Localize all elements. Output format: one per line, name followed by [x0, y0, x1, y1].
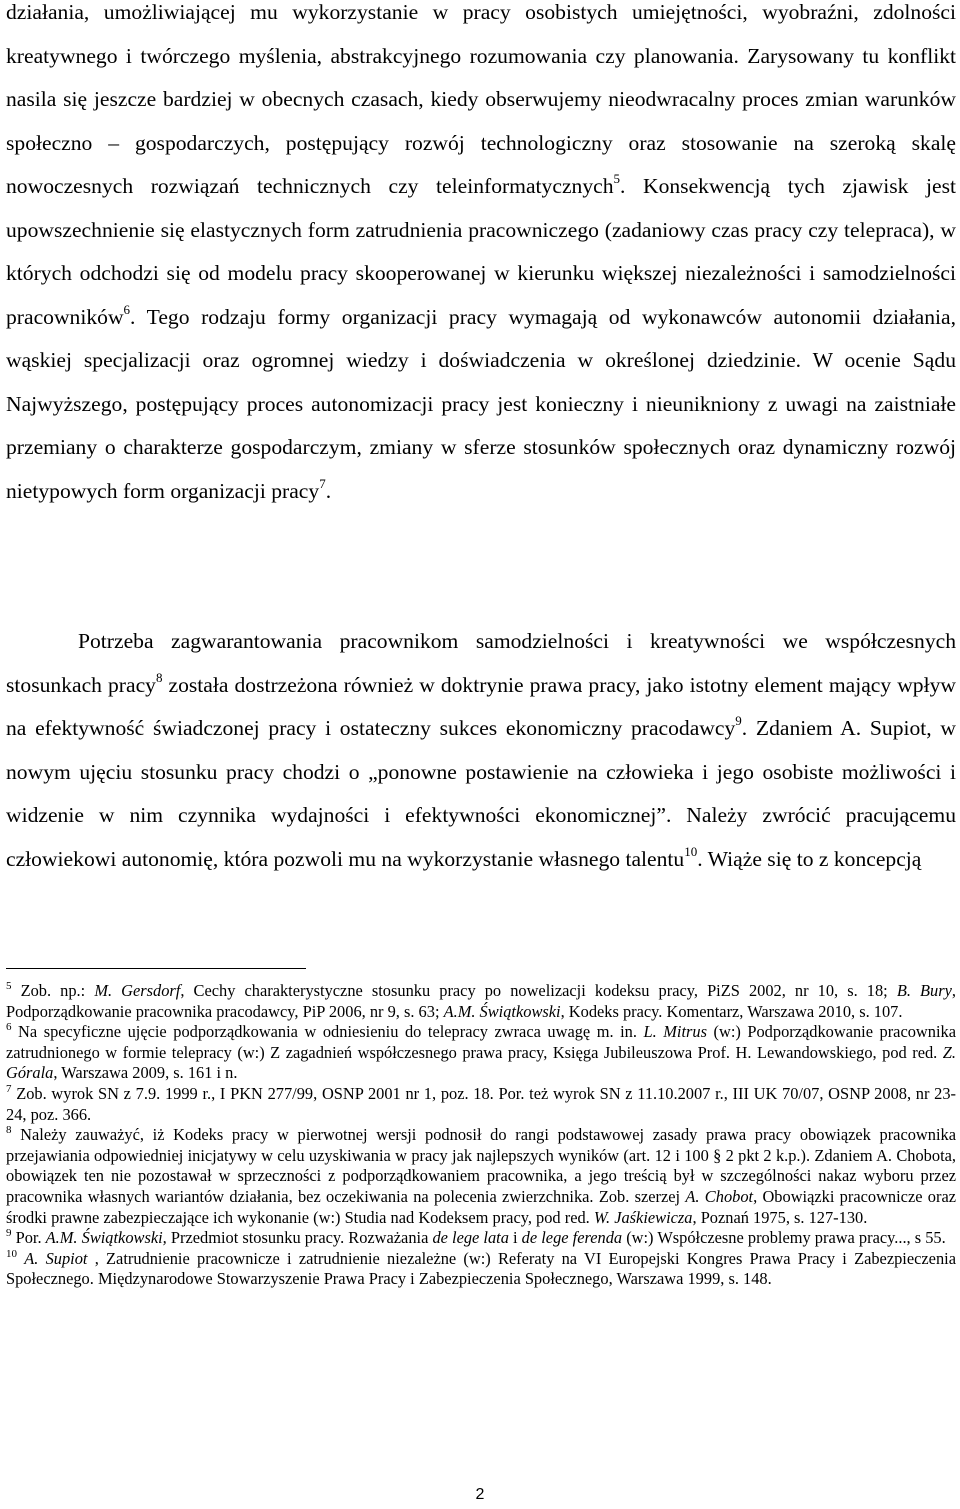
italic-text: M. Gersdorf	[94, 981, 181, 1000]
footnote-reference: 8	[155, 669, 163, 685]
footnote-reference: 9	[735, 713, 742, 728]
page-number: 2	[475, 1486, 485, 1503]
text-run: działania, umożliwiającej mu wykorzystanie w pracy osobistych umiejętności, wyobraźni, zdolności kreatywnego i twórczego myślenia, abstrakcyjnego rozumowania czy planowania. Zarysowany tu konflikt nasila się jeszcze bardziej w obecnych czasach, kiedy obserwujemy nieodwracalny proces zmian warunków społeczno – gospodarczych, postępujący rozwój technologiczny oraz stosowanie na szeroką skalę nowoczesnych rozwiązań technicznych czy teleinformatycznych	[6, 0, 956, 198]
italic-text: A. Chobot	[685, 1186, 754, 1206]
footnote-separator	[6, 968, 306, 969]
text-run: , Poznań 1975, s. 127-130.	[692, 1207, 868, 1227]
italic-text: B. Bury	[896, 981, 952, 1000]
text-run: Należy zauważyć, iż Kodeks pracy w pierwotnej wersji podnosił do rangi podstawowej zasady prawa pracy obowiązek pracownika przejawiania odpowiedniej inicjatywy w celu uzyskiwania w pracy jak najlepszych wyników (art. 12 i 100 § 2 pkt 2 k.p.). Zdaniem A. Chobota, obowiązek ten nie pozostawał w sprzeczności z podporządkowaniem pracownika, a jego treścią był w szczególności nakaz wyboru przez pracownika własnych wariantów działania, bez oczekiwania na polecenia zwierzchnika. Zob. szerzej	[6, 1125, 956, 1206]
footnote-reference: 6	[123, 301, 131, 317]
text-run: , Podporządkowanie pracownika pracodawcy, PiP 2006, nr 9, s. 63;	[6, 981, 956, 1021]
text-run: Na specyficzne ujęcie podporządkowania w odniesieniu do telepracy zwraca uwagę m. in.	[11, 1022, 644, 1042]
footnote-number: 10	[6, 1247, 17, 1260]
text-run: .	[325, 478, 332, 503]
italic-text: L. Mitrus	[643, 1022, 707, 1042]
italic-text: Z. Górala	[6, 1042, 956, 1083]
text-run: , Warszawa 2009, s. 161 i n.	[53, 1063, 238, 1083]
text-run: . Wiąże się to z koncepcją	[697, 846, 922, 871]
text-run: została dostrzeżona również w doktrynie prawa pracy, jako istotny element mający wpływ na efektywność świadczonej pracy i ostateczny sukces ekonomiczny pracodawcy	[6, 672, 956, 740]
footnote-number: 5	[6, 980, 12, 992]
italic-text: A.M. Świątkowski,	[45, 1228, 167, 1248]
text-run: Potrzeba zagwarantowania pracownikom samodzielności i kreatywności we współczesnych stosunkach pracy	[6, 629, 956, 697]
text-run: i	[508, 1228, 522, 1248]
footnote-10	[6, 1249, 956, 1290]
text-run: . Konsekwencją tych zjawisk jest upowszechnienie się elastycznych form zatrudnienia pracowniczego (zadaniowy czas pracy czy telepraca), w których odchodzi się od modelu pracy skooperowanej w kierunku większej niezależności i samodzielności pracowników	[6, 174, 956, 329]
footnote-reference: 7	[319, 475, 326, 491]
body-paragraph-1	[6, 0, 956, 513]
footnote-6	[6, 1022, 956, 1084]
text-run: . Tego rodzaju formy organizacji pracy wymagają od wykonawców autonomii działania, wąskiej specjalizacji oraz ogromnej wiedzy i doświadczenia w określonej dziedzinie. W ocenie Sądu Najwyższego, postępujący proces autonomizacji pracy jest konieczny i nieunikniony z uwagi na zaistniałe przemiany o charakterze gospodarczym, zmiany w sferze stosunków społecznych oraz dynamiczny rozwój nietypowych form organizacji pracy	[6, 304, 956, 503]
text-run: , Zatrudnienie pracownicze i zatrudnienie niezależne (w:) Referaty na VI Europejski Kongres Prawa Pracy i Zabezpieczenia Społecznego. Międzynarodowe Stowarzyszenie Prawa Pracy i Zabezpieczenia Społecznego, Warszawa 1999, s. 148.	[6, 1248, 956, 1289]
footnote-number: 6	[6, 1021, 12, 1034]
footnote-reference: 10	[684, 843, 698, 859]
italic-text: de lege lata	[432, 1228, 509, 1248]
footnote-7	[6, 1084, 956, 1125]
text-run: , Kodeks pracy. Komentarz, Warszawa 2010, s. 107.	[560, 1001, 903, 1021]
italic-text: de lege ferenda	[521, 1228, 623, 1248]
footnotes	[6, 981, 956, 1290]
footnote-9	[6, 1228, 956, 1249]
footnote-5	[6, 981, 956, 1022]
text-run: , Cechy charakterystyczne stosunku pracy po nowelizacji kodeksu pracy, PiZS 2002, nr 10, s. 18;	[180, 981, 897, 1000]
text-run: . Zdaniem A. Supiot, w nowym ujęciu stosunku pracy chodzi o „ponowne postawienie na człowieka i jego osobiste możliwości i widzenie w nim czynnika wydajności i efektywności ekonomicznej”. Należy zwrócić pracującemu człowiekowi autonomię, która pozwoli mu na wykorzystanie własnego talentu	[6, 716, 956, 871]
text-run: (w:) Podporządkowanie pracownika zatrudnionego w formie telepracy (w:) Z zagadnień współczesnego prawa pracy, Księga Jubileuszowa Prof. H. Lewandowskiego, pod red.	[6, 1022, 956, 1062]
text-run: Zob. np.:	[11, 981, 95, 1000]
text-run: (w:) Współczesne problemy prawa pracy..., s 55.	[622, 1228, 946, 1248]
footnote-reference: 5	[613, 171, 621, 186]
text-run: Przedmiot stosunku pracy. Rozważania	[166, 1228, 433, 1248]
body-paragraph-2	[6, 620, 956, 881]
italic-text: A.M. Świątkowski	[443, 1001, 561, 1021]
footnote-number: 9	[6, 1227, 12, 1240]
italic-text: W. Jaśkiewicza	[593, 1207, 693, 1227]
footnote-8	[6, 1125, 956, 1228]
italic-text: A. Supiot	[24, 1248, 88, 1268]
text-run: , Obowiązki pracownicze oraz środki prawne zabezpieczające ich wykonanie (w:) Studia nad Kodeksem pracy, pod red.	[6, 1186, 956, 1227]
text-run: Por.	[11, 1228, 46, 1248]
footnote-number: 8	[6, 1124, 12, 1137]
text-run: Zob. wyrok SN z 7.9. 1999 r., I PKN 277/99, OSNP 2001 nr 1, poz. 18. Por. też wyrok SN z 11.10.2007 r., III UK 70/07, OSNP 2008, nr 23-24, poz. 366.	[6, 1083, 956, 1124]
footnote-number: 7	[6, 1082, 12, 1095]
